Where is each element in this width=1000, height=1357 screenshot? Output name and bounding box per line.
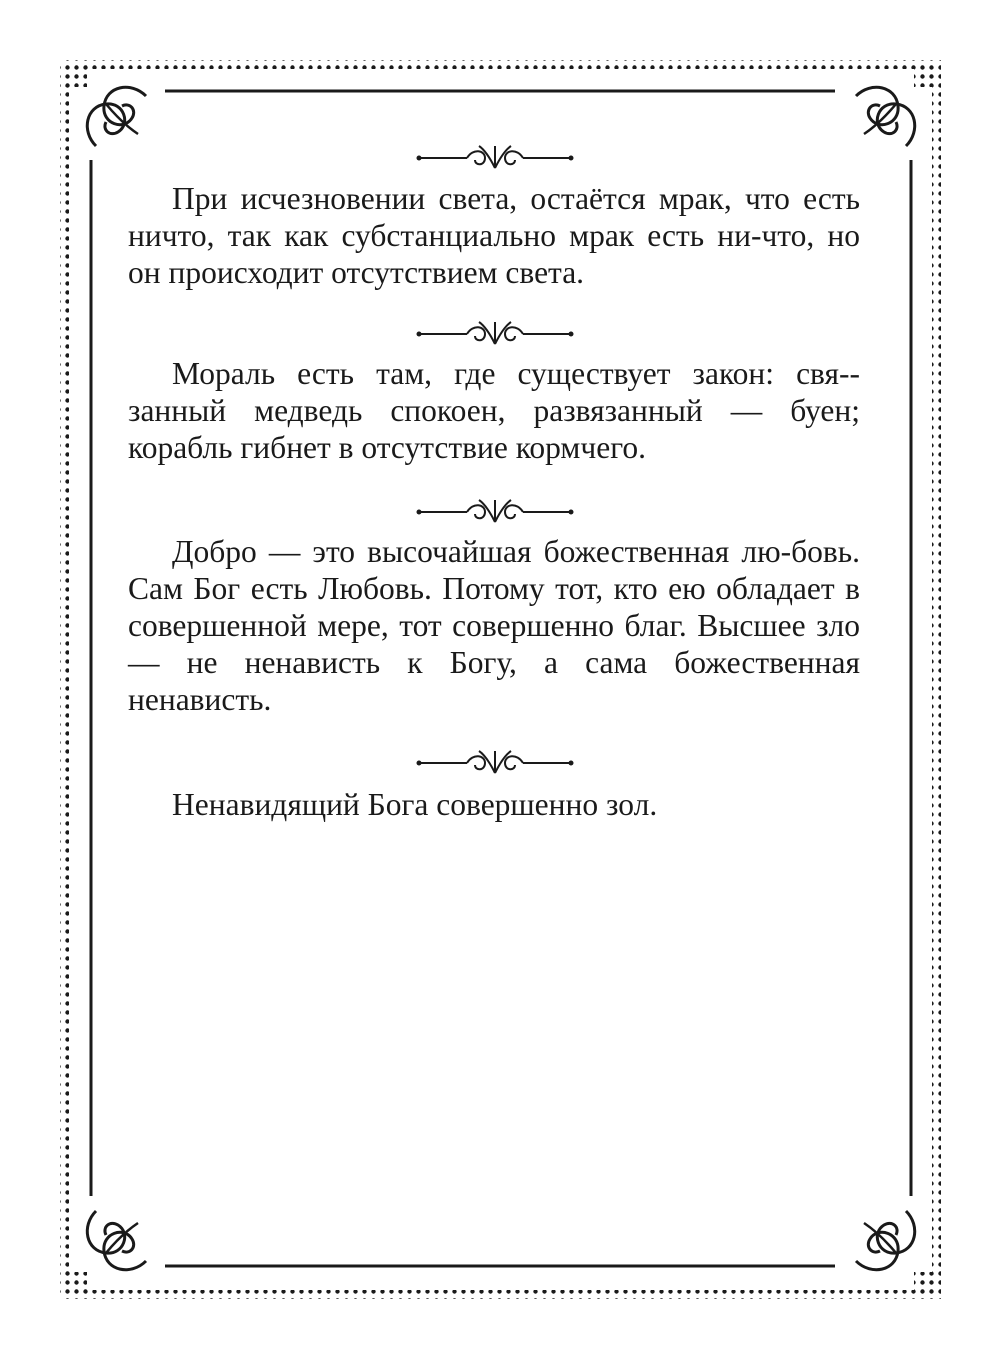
corner-ornament-bottom-right [856,1211,915,1270]
corner-ornament-top-left [87,87,146,146]
corner-ornament-top-right [856,87,915,146]
paragraph-2: Мораль есть там, где существует закон: свя-занный медведь спокоен, развязанный — буен; корабль гибнет в отсутствие кормчего. [128,356,860,465]
divider-ornament [415,494,575,530]
paragraph-1: При исчезновении света, остаётся мрак, что есть ничто, так как субстанциально мрак есть ни-что, но он происходит отсутствием света. [128,181,860,290]
divider-ornament [415,140,575,176]
divider-ornament [415,316,575,352]
divider-ornament [415,745,575,781]
corner-ornament-bottom-left [87,1211,146,1270]
paragraph-4: Ненавидящий Бога совершенно зол. [172,787,658,822]
paragraph-3: Добро — это высочайшая божественная лю-бовь. Сам Бог есть Любовь. Потому тот, кто ею обладает в совершенной мере, тот совершенно благ. Высшее зло — не ненависть к Богу, а сама божественная ненависть. [128,534,860,717]
